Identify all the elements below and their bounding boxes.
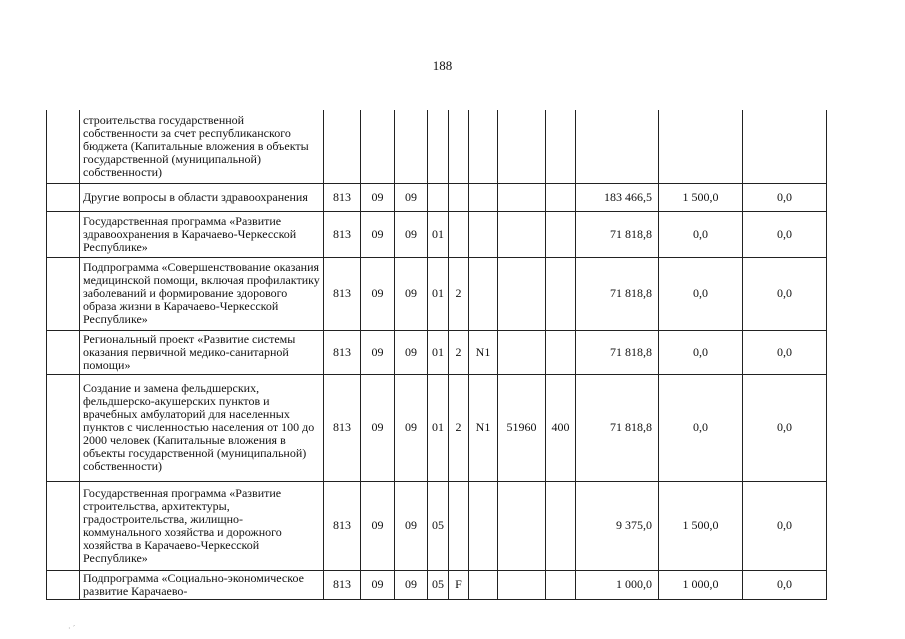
row-section-code: 09 [361, 374, 395, 481]
table-row [47, 330, 827, 374]
row-ved-code [324, 110, 361, 183]
row-expense-type-code [546, 183, 576, 211]
row-direction-code [498, 570, 546, 599]
row-section-code [361, 110, 395, 183]
table-row [47, 183, 827, 211]
scan-mark: · ´ [68, 624, 76, 633]
row-direction-code [498, 257, 546, 330]
row-index-cell [47, 481, 80, 570]
row-expense-type-code [546, 211, 576, 257]
row-sum-year-1: 9 375,0 [576, 481, 659, 570]
row-index-cell [47, 211, 80, 257]
row-sum-year-2: 1 500,0 [659, 183, 743, 211]
row-description: Государственная программа «Развитие здравоохранения в Карачаево-Черкесской Республике» [80, 211, 324, 257]
row-subsection-code: 09 [395, 257, 428, 330]
row-section-code: 09 [361, 211, 395, 257]
row-sum-year-3: 0,0 [743, 330, 827, 374]
row-ved-code: 813 [324, 481, 361, 570]
row-subsection-code: 09 [395, 330, 428, 374]
row-direction-code [498, 183, 546, 211]
row-project-code: N1 [469, 330, 498, 374]
row-ved-code: 813 [324, 374, 361, 481]
row-subprogram-code [449, 110, 469, 183]
row-expense-type-code [546, 330, 576, 374]
row-sum-year-3: 0,0 [743, 481, 827, 570]
row-subprogram-code: 2 [449, 330, 469, 374]
row-sum-year-3: 0,0 [743, 211, 827, 257]
row-ved-code: 813 [324, 570, 361, 599]
row-sum-year-2: 0,0 [659, 330, 743, 374]
row-description: Региональный проект «Развитие системы оказания первичной медико-санитарной помощи» [80, 330, 324, 374]
row-description: Подпрограмма «Социально-экономическое развитие Карачаево- [80, 570, 324, 599]
row-sum-year-2 [659, 110, 743, 183]
row-expense-type-code: 400 [546, 374, 576, 481]
row-sum-year-3: 0,0 [743, 183, 827, 211]
row-sum-year-3: 0,0 [743, 257, 827, 330]
row-subprogram-code: 2 [449, 374, 469, 481]
table-row [47, 257, 827, 330]
table-row [47, 570, 827, 599]
row-sum-year-1: 1 000,0 [576, 570, 659, 599]
row-subsection-code: 09 [395, 211, 428, 257]
table-row [47, 211, 827, 257]
row-direction-code [498, 481, 546, 570]
row-expense-type-code [546, 257, 576, 330]
row-project-code: N1 [469, 374, 498, 481]
row-index-cell [47, 374, 80, 481]
row-subprogram-code: F [449, 570, 469, 599]
budget-table [46, 110, 827, 600]
row-subprogram-code [449, 211, 469, 257]
page-number: 188 [432, 58, 453, 73]
row-index-cell [47, 110, 80, 183]
row-sum-year-1: 71 818,8 [576, 374, 659, 481]
row-description: строительства государственной собственности за счет республиканского бюджета (Капитальные вложения в объекты государственной (муниципальной) собственности) [80, 110, 324, 183]
table-body [47, 110, 827, 599]
row-program-code: 01 [428, 257, 449, 330]
row-description: Государственная программа «Развитие строительства, архитектуры, градостроительства, жилищно-коммунального хозяйства и дорожного хозяйства в Карачаево-Черкесской Республике» [80, 481, 324, 570]
row-project-code [469, 257, 498, 330]
row-subprogram-code [449, 183, 469, 211]
row-ved-code: 813 [324, 330, 361, 374]
row-program-code: 05 [428, 481, 449, 570]
row-project-code [469, 481, 498, 570]
row-direction-code [498, 110, 546, 183]
row-subsection-code: 09 [395, 374, 428, 481]
row-expense-type-code [546, 110, 576, 183]
row-subsection-code: 09 [395, 183, 428, 211]
row-sum-year-3: 0,0 [743, 374, 827, 481]
row-description: Другие вопросы в области здравоохранения [80, 183, 324, 211]
row-ved-code: 813 [324, 211, 361, 257]
row-program-code: 01 [428, 374, 449, 481]
row-description: Создание и замена фельдшерских, фельдшерско-акушерских пунктов и врачебных амбулаторий для населенных пунктов с численностью населения от 100 до 2000 человек (Капитальные вложения в объекты государственной (муниципальной) собственности) [80, 374, 324, 481]
row-sum-year-1 [576, 110, 659, 183]
row-sum-year-2: 1 500,0 [659, 481, 743, 570]
row-direction-code [498, 330, 546, 374]
row-project-code [469, 183, 498, 211]
row-subsection-code [395, 110, 428, 183]
row-program-code: 01 [428, 211, 449, 257]
row-expense-type-code [546, 570, 576, 599]
row-sum-year-3 [743, 110, 827, 183]
table-row [47, 374, 827, 481]
row-expense-type-code [546, 481, 576, 570]
row-sum-year-1: 183 466,5 [576, 183, 659, 211]
row-section-code: 09 [361, 257, 395, 330]
row-ved-code: 813 [324, 183, 361, 211]
row-section-code: 09 [361, 183, 395, 211]
row-direction-code [498, 211, 546, 257]
row-sum-year-3: 0,0 [743, 570, 827, 599]
row-program-code: 05 [428, 570, 449, 599]
row-section-code: 09 [361, 481, 395, 570]
row-project-code [469, 211, 498, 257]
row-program-code [428, 183, 449, 211]
row-sum-year-1: 71 818,8 [576, 257, 659, 330]
row-section-code: 09 [361, 570, 395, 599]
table-row [47, 481, 827, 570]
row-program-code: 01 [428, 330, 449, 374]
row-project-code [469, 110, 498, 183]
row-index-cell [47, 257, 80, 330]
row-index-cell [47, 330, 80, 374]
row-index-cell [47, 570, 80, 599]
row-sum-year-2: 0,0 [659, 257, 743, 330]
row-project-code [469, 570, 498, 599]
row-subprogram-code [449, 481, 469, 570]
row-subsection-code: 09 [395, 570, 428, 599]
table-row [47, 110, 827, 183]
row-section-code: 09 [361, 330, 395, 374]
row-sum-year-2: 0,0 [659, 211, 743, 257]
row-sum-year-2: 1 000,0 [659, 570, 743, 599]
row-sum-year-1: 71 818,8 [576, 330, 659, 374]
row-index-cell [47, 183, 80, 211]
row-sum-year-2: 0,0 [659, 374, 743, 481]
row-description: Подпрограмма «Совершенствование оказания медицинской помощи, включая профилактику заболеваний и формирование здорового образа жизни в Карачаево-Черкесской Республике» [80, 257, 324, 330]
row-ved-code: 813 [324, 257, 361, 330]
row-direction-code: 51960 [498, 374, 546, 481]
row-subprogram-code: 2 [449, 257, 469, 330]
row-program-code [428, 110, 449, 183]
row-subsection-code: 09 [395, 481, 428, 570]
row-sum-year-1: 71 818,8 [576, 211, 659, 257]
